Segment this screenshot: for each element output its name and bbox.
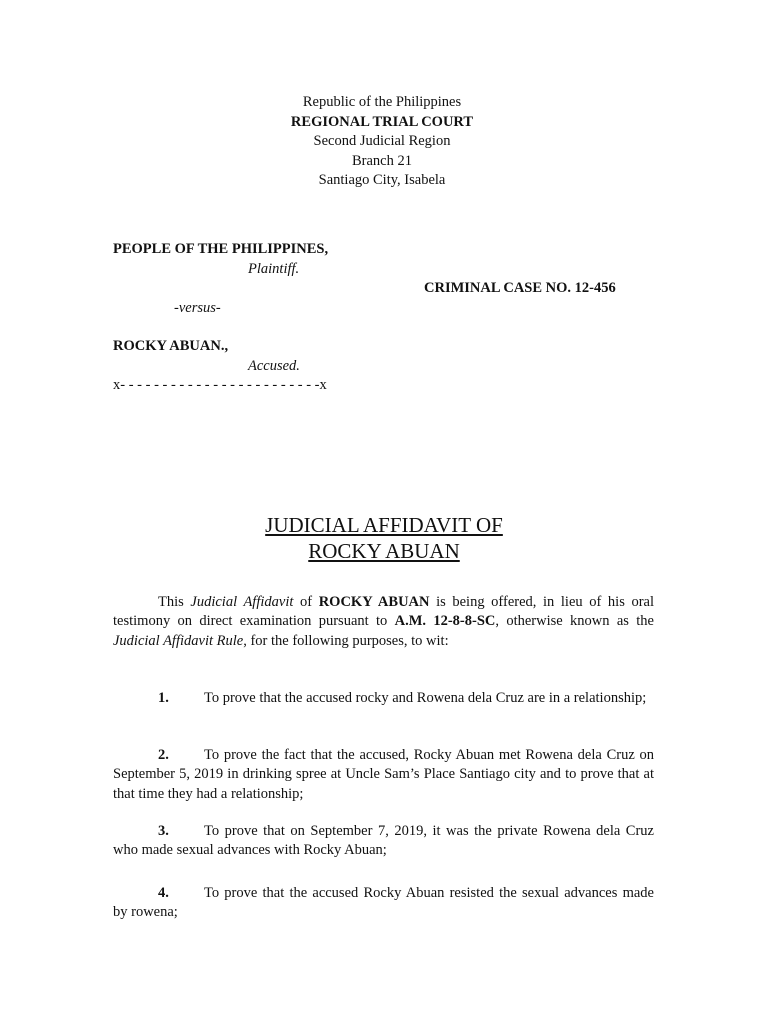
accused-name: ROCKY ABUAN.,	[113, 338, 229, 354]
accused-role: Accused.	[248, 358, 300, 374]
purpose-item	[113, 884, 654, 923]
purpose-number: 3.	[158, 823, 169, 839]
versus-label: -versus-	[174, 300, 221, 316]
purpose-number: 4.	[158, 885, 169, 901]
header-region: Second Judicial Region	[313, 133, 451, 149]
court-header	[0, 93, 768, 191]
purpose-number: 1.	[158, 690, 169, 706]
intro-paragraph: This Judicial Affidavit of ROCKY ABUAN is being offered, in lieu of his oral testimony on direct examination pursuant to A.M. 12-8-8-SC, otherwise known as the Judicial Affidavit Rule, for the following purposes, to wit:	[113, 594, 654, 649]
header-republic: Republic of the Philippines	[302, 94, 462, 110]
purpose-text: To prove that the accused Rocky Abuan resisted the sexual advances made by rowena;	[113, 885, 654, 921]
purpose-number: 2.	[158, 747, 169, 763]
header-branch: Branch 21	[352, 152, 412, 169]
purpose-text: To prove the fact that the accused, Rocky Abuan met Rowena dela Cruz on September 5, 2019 in drinking spree at Uncle Sam’s Place Santiago city and to prove that at that time they had a relationship;	[113, 747, 654, 802]
case-number: CRIMINAL CASE NO. 12-456	[424, 280, 616, 296]
affidavit-title-line1: JUDICIAL AFFIDAVIT OF	[265, 513, 503, 537]
affidavit-title-line2: ROCKY ABUAN	[308, 539, 460, 563]
plaintiff-role: Plaintiff.	[248, 261, 300, 277]
purpose-item	[113, 746, 654, 804]
purpose-item	[113, 689, 654, 708]
purpose-text: To prove that the accused rocky and Rowena dela Cruz are in a relationship;	[204, 690, 647, 706]
purpose-item	[113, 822, 654, 861]
header-city: Santiago City, Isabela	[318, 172, 446, 188]
plaintiff-name: PEOPLE OF THE PHILIPPINES,	[113, 241, 329, 257]
header-court: REGIONAL TRIAL COURT	[290, 113, 474, 130]
caption-separator: x- - - - - - - - - - - - - - - - - - - - - - - -x	[113, 377, 327, 393]
purpose-text: To prove that on September 7, 2019, it was the private Rowena dela Cruz who made sexual advances with Rocky Abuan;	[113, 823, 654, 859]
